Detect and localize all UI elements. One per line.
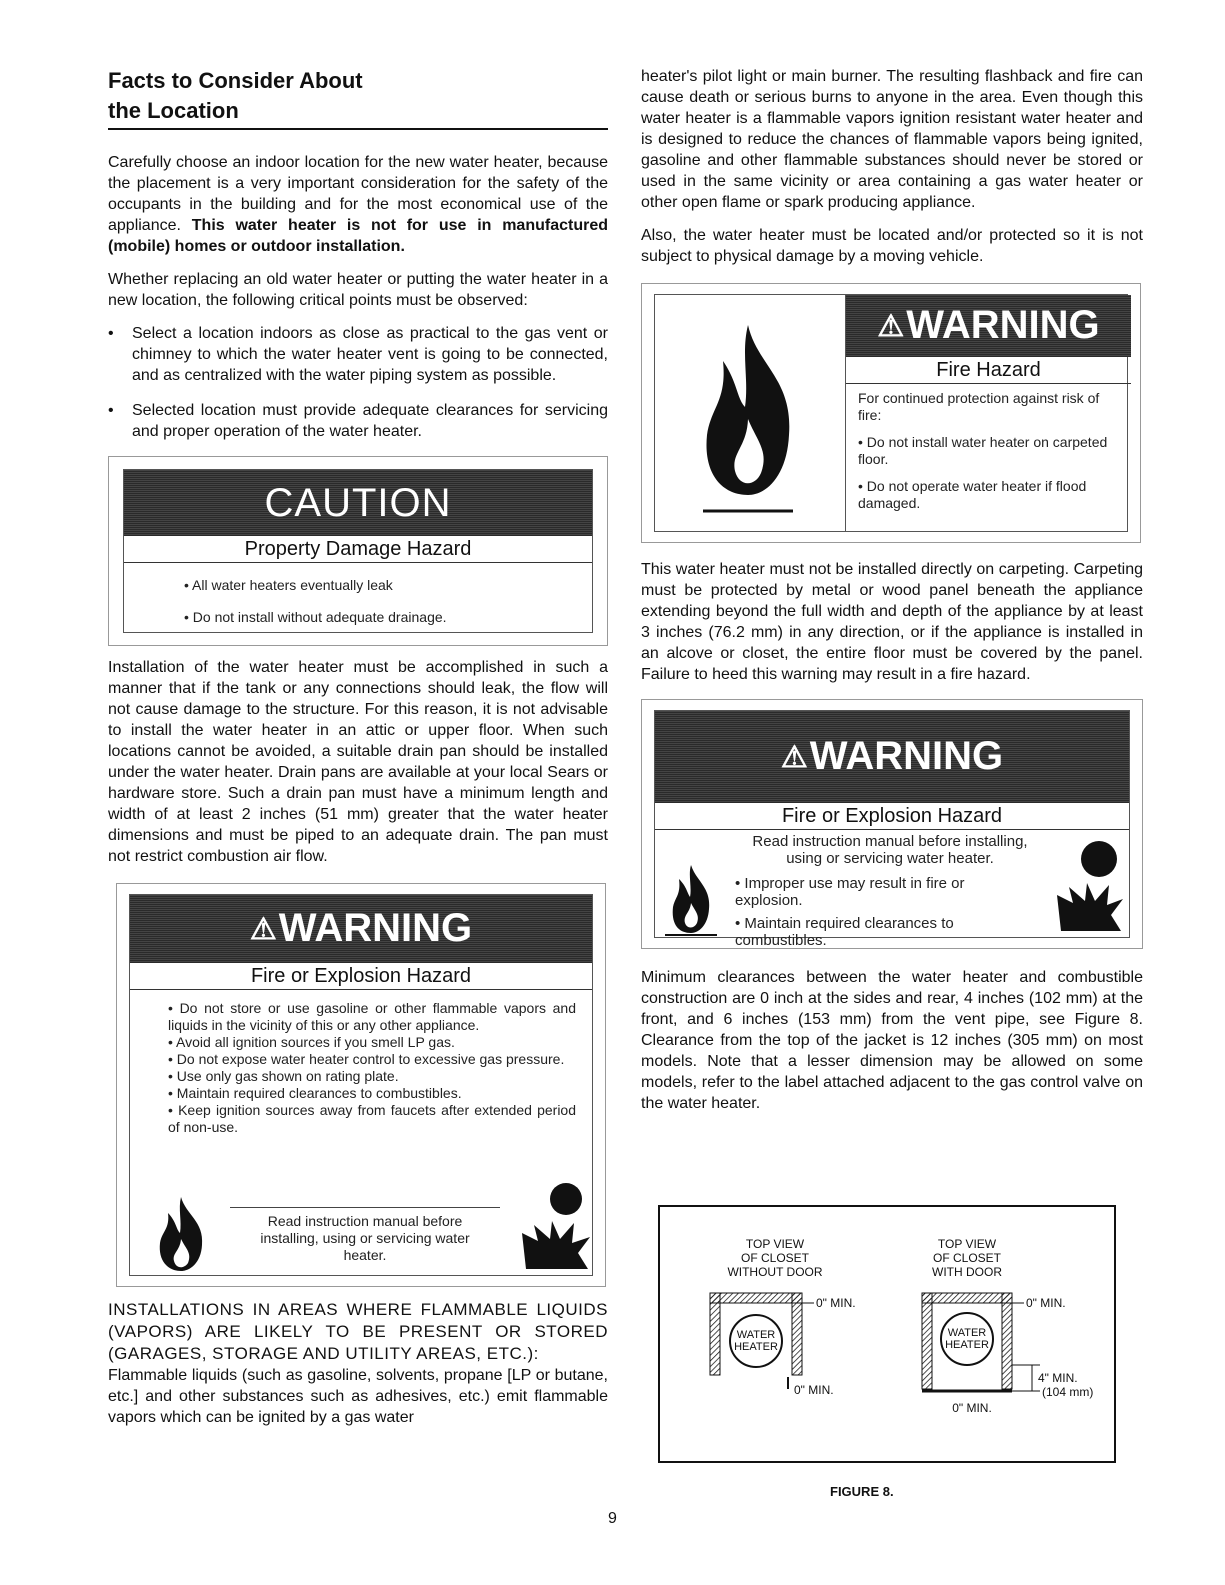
flammable-liquids-paragraph: Flammable liquids (such as gasoline, solvents, propane [LP or butane, etc.] and other substances such as adhesives, etc.) emit flammable vapors which can be ignited by a gas water [108, 1367, 608, 1426]
list-item: • Maintain required clearances to combustibles. [735, 915, 954, 949]
caution-hazard-title: Property Damage Hazard [124, 536, 592, 563]
intro-paragraph: Carefully choose an indoor location for the new water heater, because the placement is a very important consideration for the safety of the occupants in the building and for the most economical use of the appliance. This water heater is not for use in manufactured (mobile) homes or outdoor installation. [108, 154, 609, 255]
flame-icon [146, 1193, 216, 1273]
caution-banner: CAUTION [124, 470, 592, 536]
vehicle-damage-paragraph: Also, the water heater must be located and/or protected so it is not subject to physical damage by a moving vehicle. [641, 227, 1143, 265]
figure-caption: FIGURE 8. [830, 1484, 894, 1499]
warning-triangle-icon: ⚠ [249, 913, 277, 947]
right-column [641, 66, 1143, 1114]
spark-icon [1053, 839, 1127, 935]
list-item: • Select a location indoors as close as practical to the gas vent or chimney to which the water heater vent is going to be connected, and as centralized with the water piping system as possible. [108, 323, 608, 386]
warning-hazard-title: Fire or Explosion Hazard [655, 803, 1129, 830]
warning-label-fire-hazard: ⚠WARNING Fire Hazard For continued protection against risk of fire: • Do not install water heater on carpeted floor. • Do not operate water heater if flood damaged. [641, 283, 1141, 543]
spark-icon [518, 1181, 594, 1273]
drain-pan-paragraph: Installation of the water heater must be accomplished in such a manner that if the tank or any connections should leak, the flow will not cause damage to the structure. For this reason, it is not advisable to install the water heater in an attic or upper floor. When such locations cannot be avoided, a suitable drain pan should be installed under the water heater. Drain pans are available at your local Sears or hardware store. Such a drain pan must have a minimum length and width of at least 2 inches (51 mm) greater that the water heater dimensions and must be piped to an adequate drain. The pan must not restrict combustion air flow. [108, 659, 608, 865]
list-item: • Do not install water heater on carpeted floor. [858, 434, 1108, 468]
left-column [108, 66, 608, 1428]
list-item: • Avoid all ignition sources if you smell LP gas. [168, 1034, 455, 1051]
warning-triangle-icon: ⚠ [877, 310, 905, 344]
figure-8-closet-clearances: TOP VIEW OF CLOSET WITHOUT DOOR TOP VIEW OF CLOSET WITH DOOR WATER HEATER WATER HEATER 0" MIN. 0" MIN. 0" MIN. 4" MIN. (104 mm) 0" MIN. [658, 1205, 1116, 1463]
page-number: 9 [608, 1510, 617, 1527]
list-item: • Improper use may result in fire or explosion. [735, 875, 965, 909]
list-item: • Do not expose water heater control to excessive gas pressure. [168, 1051, 565, 1068]
critical-points-paragraph: Whether replacing an old water heater or putting the water heater in a new location, the following critical points must be observed: [108, 271, 608, 309]
list-item: • All water heaters eventually leak [184, 577, 393, 593]
warning-label-fire-explosion-2: ⚠WARNING Fire or Explosion Hazard Read instruction manual before installing, using or servicing water heater. • Improper use may result in fire or explosion. • Maintain required clearances to combustibles. [641, 699, 1143, 949]
list-item: • Use only gas shown on rating plate. [168, 1068, 399, 1085]
warning-banner: ⚠WARNING [655, 711, 1129, 803]
flammable-areas-heading: INSTALLATIONS IN AREAS WHERE FLAMMABLE LIQUIDS (VAPORS) ARE LIKELY TO BE PRESENT OR STORED (GARAGES, STORAGE AND UTILITY AREAS, ETC.): [108, 1300, 608, 1363]
section-heading: Facts to Consider About the Location [108, 66, 608, 130]
list-item: • Selected location must provide adequate clearances for servicing and proper operation of the water heater. [108, 400, 608, 442]
flame-icon [661, 861, 721, 937]
warning-label-fire-explosion [116, 883, 606, 1287]
clearances-paragraph: Minimum clearances between the water heater and combustible construction are 0 inch at the sides and rear, 4 inches (102 mm) at the front, and 6 inches (153 mm) from the vent pipe, see Figure 8. Clearance from the top of the jacket is 12 inches (305 mm) on most models. Note that a lesser dimension may be allowed on some models, refer to the label attached adjacent to the gas control valve on the water heater. [641, 969, 1143, 1112]
list-item: • Maintain required clearances to combustibles. [168, 1085, 462, 1102]
list-item: • Do not store or use gasoline or other flammable vapors and liquids in the vicinity of this or any other appliance. [168, 1000, 577, 1034]
warning-banner: ⚠WARNING [130, 895, 592, 963]
warning-hazard-title: Fire or Explosion Hazard [130, 963, 592, 990]
location-bullets [108, 323, 608, 442]
mobile-home-notice: This water heater is not for use in manufactured (mobile) homes or outdoor installation. [108, 217, 609, 255]
list-item: • Do not operate water heater if flood damaged. [858, 478, 1087, 512]
warning-banner: ⚠WARNING [846, 295, 1131, 357]
closet-diagram [660, 1207, 1114, 1461]
list-item: • Keep ignition sources away from faucets after extended period of non-use. [168, 1102, 576, 1136]
warning-footer: Read instruction manual before installing, using or servicing water heater. [260, 1213, 470, 1263]
flame-icon [683, 315, 813, 515]
warning-triangle-icon: ⚠ [780, 741, 808, 775]
warning-hazard-title: Fire Hazard [846, 357, 1131, 384]
list-item: • Do not install without adequate drainage. [184, 609, 447, 625]
flashback-paragraph: heater's pilot light or main burner. The resulting flashback and fire can cause death or serious burns to anyone in the area. Even though this water heater is a flammable vapors ignition resistant water heater and is designed to reduce the chances of flammable vapors being ignited, gasoline and other flammable substances should never be stored or used in the same vicinity or area containing a gas water heater or other open flame or spark producing appliance. [641, 68, 1143, 211]
caution-label [108, 456, 608, 646]
carpeting-paragraph: This water heater must not be installed directly on carpeting. Carpeting must be protected by metal or wood panel beneath the appliance extending beyond the full width and depth of the appliance by at least 3 inches (76.2 mm) in any direction, or if the appliance is installed in an alcove or closet, the entire floor must be covered by the panel. Failure to heed this warning may result in a fire hazard. [641, 561, 1143, 683]
